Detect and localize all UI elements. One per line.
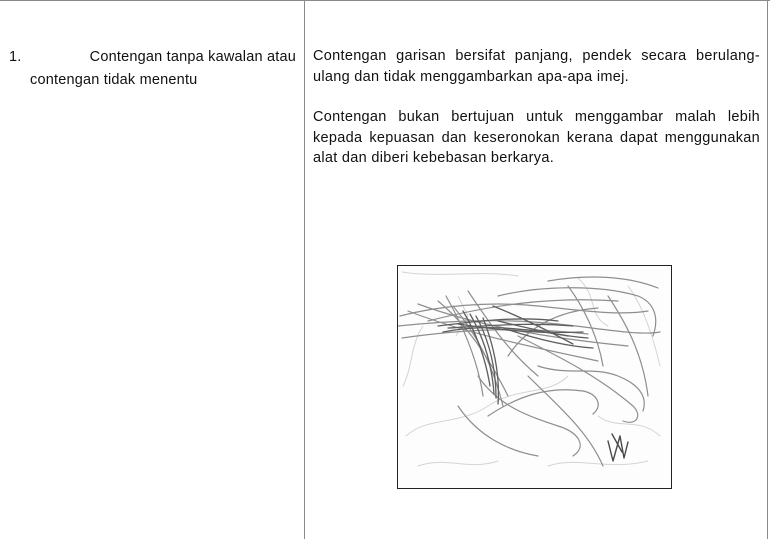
item-heading-line [9,46,296,69]
description-cell [313,46,760,169]
table-top-border [0,0,770,1]
description-paragraph-2: Contengan bukan bertujuan untuk menggambar malah lebih kepada kepuasan dan keseronokan kerana dapat menggunakan alat dan diberi kebebasan berkarya. [313,109,760,166]
column-divider [304,0,305,539]
scribble-drawing-image [397,265,672,489]
item-title-line-2: contengan tidak menentu [30,72,198,88]
item-number: 1. [9,49,22,65]
scribble-drawing [398,266,671,488]
table-right-border [767,0,768,539]
item-title-line-1: Contengan tanpa kawalan atau [89,49,296,65]
description-paragraph-1: Contengan garisan bersifat panjang, pendek secara berulang-ulang dan tidak menggambarkan apa-apa imej. [313,48,760,85]
item-cell [9,46,296,92]
